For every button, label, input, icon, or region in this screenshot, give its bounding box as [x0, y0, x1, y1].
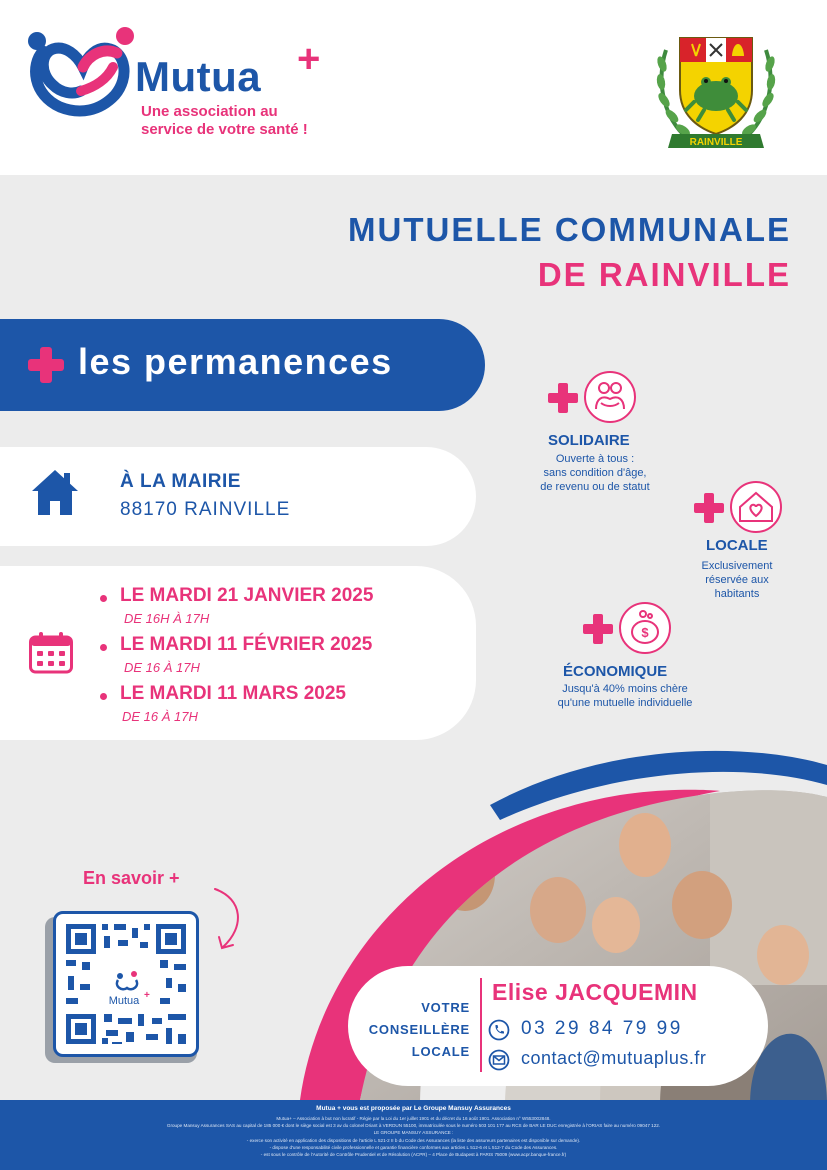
calendar-icon	[29, 632, 73, 674]
desc-line: Jusqu'à 40% moins chère	[562, 683, 688, 695]
email-address[interactable]: contact@mutuaplus.fr	[521, 1048, 707, 1068]
votre-conseillere-label	[355, 997, 470, 1063]
economique-badge	[619, 602, 671, 654]
date-label: LE MARDI 21 JANVIER 2025	[120, 585, 374, 606]
label-line: VOTRE	[421, 1000, 470, 1015]
home-icon	[30, 467, 80, 517]
economique-title: ÉCONOMIQUE	[563, 663, 668, 680]
home-heart-icon	[732, 483, 780, 531]
divider	[480, 978, 482, 1072]
curved-arrow-icon	[205, 885, 250, 955]
bullet	[100, 595, 107, 602]
qr-code-icon	[56, 914, 196, 1054]
desc-line: de revenu ou de statut	[540, 481, 650, 493]
economique-desc	[535, 682, 715, 710]
plus-icon	[28, 347, 64, 383]
desc-line: réservée aux	[705, 574, 769, 586]
logo-name: Mutua	[135, 53, 262, 100]
solidaire-badge	[584, 371, 636, 423]
date-label: LE MARDI 11 FÉVRIER 2025	[120, 634, 373, 655]
mutua-heart-icon	[25, 25, 140, 120]
logo-plus: +	[297, 37, 321, 81]
legal-line: Groupe Mansuy Assurances SAS au capital de 185 000 € dont le siège social est 3 av du colonel Driant à VERDUN 55100, immatriculée sous le numéro 503 101 177 au RCS de BAR LE DUC enregistrée à l'ORIAS faire au numéro 09047 122.	[166, 1123, 661, 1129]
address-line1: À LA MAIRIE	[120, 471, 241, 492]
label-line: CONSEILLÈRE	[368, 1022, 470, 1037]
solidaire-desc	[520, 452, 670, 494]
desc-line: Exclusivement	[701, 560, 773, 572]
phone-number[interactable]: 03 29 84 79 99	[521, 1018, 683, 1039]
label-line: LOCALE	[411, 1044, 470, 1059]
title-line2: DE RAINVILLE	[537, 256, 791, 293]
plus-icon	[583, 614, 613, 644]
desc-line: sans condition d'âge,	[543, 467, 647, 479]
svg-text:$: $	[641, 625, 649, 640]
hug-icon	[586, 373, 634, 421]
qr-code[interactable]	[53, 911, 199, 1057]
plus-icon	[694, 493, 724, 523]
footer-title: Mutua + vous est proposée par Le Groupe Mansuy Assurances	[316, 1105, 511, 1112]
legal-line: - dispose d'une responsabilité civile professionnelle et garantie financière conformes aux articles L 512-6 et L 512-7 du Code des Assurances.	[269, 1144, 558, 1150]
advisor-name: Elise JACQUEMIN	[492, 979, 698, 1005]
locale-title: LOCALE	[706, 537, 768, 554]
rainville-crest-icon	[652, 30, 780, 152]
tagline-line1: Une association au	[141, 103, 278, 120]
address-line2: 88170 RAINVILLE	[120, 499, 291, 520]
title-line1: MUTUELLE COMMUNALE	[348, 211, 791, 248]
date-label: LE MARDI 11 MARS 2025	[120, 683, 346, 704]
qr-logo-text: Mutua	[108, 995, 140, 1007]
tagline	[141, 103, 361, 139]
plus-icon	[548, 383, 578, 413]
desc-line: qu'une mutuelle individuelle	[557, 697, 693, 709]
mutua-logo	[25, 25, 345, 145]
legal-line: Mutua+ – Association à but non lucratif - Régie par la Loi du 1er juillet 1901 et du décret du 16 août 1901. Association n° W553002848.	[276, 1116, 551, 1121]
date-hours: DE 16 À 17H	[122, 709, 198, 724]
solidaire-title: SOLIDAIRE	[548, 432, 630, 449]
permanences-heading: les permanences	[78, 341, 393, 382]
bullet	[100, 644, 107, 651]
svg-text:+: +	[144, 990, 150, 1001]
date-hours: DE 16 À 17H	[124, 660, 200, 675]
crest-label: RAINVILLE	[689, 137, 743, 148]
date-hours: DE 16H À 17H	[124, 611, 210, 626]
header	[0, 0, 827, 175]
phone-icon	[488, 1019, 510, 1041]
piggy-bank-icon	[621, 604, 669, 652]
desc-line: Ouverte à tous :	[555, 453, 635, 465]
legal-line: - est sous le contrôle de l'Autorité de Contrôle Prudentiel et de Résolution (ACPR) – 4 Place de Budapest à PARIS 75009 (www.acpr.banque-france.fr)	[260, 1152, 567, 1158]
locale-desc	[682, 559, 792, 601]
tagline-line2: service de votre santé !	[141, 121, 308, 138]
en-savoir-plus-link[interactable]: En savoir +	[83, 868, 180, 888]
footer-legal	[60, 1115, 767, 1158]
legal-line: LE GROUPE MANSUY ASSURANCE :	[373, 1130, 454, 1136]
email-icon	[488, 1049, 510, 1071]
desc-line: habitants	[714, 588, 760, 600]
locale-badge	[730, 481, 782, 533]
bullet	[100, 693, 107, 700]
legal-line: - exerce son activité en application des dispositions de l'article L 521-2 II b du Code des Assurances (la liste des assureurs partenaires est disponible sur demande).	[246, 1137, 581, 1143]
